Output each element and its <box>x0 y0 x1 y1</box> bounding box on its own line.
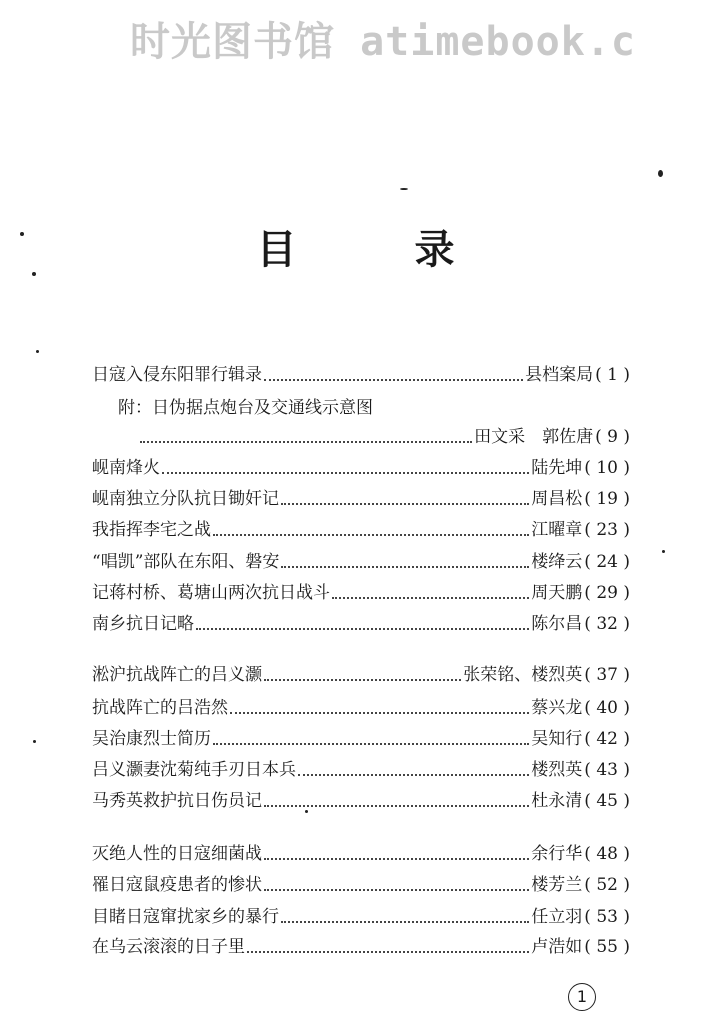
entry-title: 吴治康烈士简历 <box>92 729 211 749</box>
entry-page: ( 9 ) <box>595 427 630 447</box>
entry-title: “唱凯”部队在东阳、磐安 <box>92 552 280 572</box>
entry-title: 抗战阵亡的吕浩然 <box>92 698 228 718</box>
scan-speck <box>400 188 408 190</box>
entry-author: 周天鹏 <box>531 583 583 603</box>
dot-leader <box>213 533 529 536</box>
entry-title: 岘南独立分队抗日锄奸记 <box>92 489 279 509</box>
entry-title: 记蒋村桥、葛塘山两次抗日战斗 <box>92 583 330 603</box>
scan-speck <box>32 272 36 276</box>
scan-speck <box>658 170 663 177</box>
entry-page: ( 52 ) <box>584 875 630 895</box>
entry-author: 县档案局 <box>525 365 594 385</box>
entry-author: 陈尔昌 <box>531 614 583 634</box>
toc-entry[interactable] <box>92 549 630 575</box>
entry-page: ( 45 ) <box>584 791 630 811</box>
entry-author: 蔡兴龙 <box>531 698 583 718</box>
toc-entry[interactable] <box>92 580 630 606</box>
entry-page: ( 23 ) <box>584 520 630 540</box>
entry-title: 淞沪抗战阵亡的吕义灏 <box>92 665 262 685</box>
entry-title: 我指挥李宅之战 <box>92 520 211 540</box>
toc-entry[interactable] <box>92 362 630 388</box>
toc-entry[interactable] <box>92 486 630 512</box>
entry-author: 余行华 <box>531 844 583 864</box>
dot-leader <box>264 678 461 681</box>
entry-title: 附：日伪据点炮台及交通线示意图 <box>118 398 373 418</box>
entry-author: 张荣铭、楼烈英 <box>463 665 583 685</box>
entry-page: ( 10 ) <box>584 458 630 478</box>
entry-author: 杜永清 <box>531 791 583 811</box>
toc-entry[interactable] <box>92 455 630 481</box>
entry-page: ( 48 ) <box>584 844 630 864</box>
entry-author: 楼绛云 <box>531 552 583 572</box>
entry-title: 马秀英救护抗日伤员记 <box>92 791 262 811</box>
scan-speck <box>305 810 308 813</box>
toc-entry[interactable] <box>92 611 630 637</box>
dot-leader <box>281 502 529 505</box>
toc-entry[interactable] <box>92 695 630 721</box>
toc-entry[interactable] <box>92 841 630 867</box>
toc-entry[interactable] <box>92 662 630 688</box>
entry-author: 吴知行 <box>531 729 583 749</box>
entry-title: 在乌云滚滚的日子里 <box>92 937 245 957</box>
dot-leader <box>332 596 529 599</box>
toc-entry[interactable] <box>92 934 630 960</box>
dot-leader <box>140 440 472 443</box>
entry-page: ( 1 ) <box>595 365 630 385</box>
entry-author: 陆先坤 <box>531 458 583 478</box>
dot-leader <box>162 471 529 474</box>
toc-entry[interactable] <box>92 872 630 898</box>
entry-title: 日寇入侵东阳罪行辑录 <box>92 365 262 385</box>
toc-entry[interactable] <box>92 726 630 752</box>
entry-page: ( 42 ) <box>584 729 630 749</box>
dot-leader <box>298 773 529 776</box>
entry-title: 目睹日寇窜扰家乡的暴行 <box>92 907 279 927</box>
entry-title: 岘南烽火 <box>92 458 160 478</box>
toc-entry[interactable] <box>92 517 630 543</box>
entry-author: 卢浩如 <box>531 937 583 957</box>
dot-leader <box>281 920 529 923</box>
dot-leader <box>281 565 529 568</box>
entry-title: 吕义灏妻沈菊纯手刃日本兵 <box>92 760 296 780</box>
entry-author: 楼烈英 <box>531 760 583 780</box>
entry-page: ( 37 ) <box>584 665 630 685</box>
dot-leader <box>264 804 529 807</box>
entry-page: ( 43 ) <box>584 760 630 780</box>
entry-page: ( 24 ) <box>584 552 630 572</box>
dot-leader <box>230 711 529 714</box>
page-number: 1 <box>568 983 596 1011</box>
entry-page: ( 32 ) <box>584 614 630 634</box>
watermark: 时光图书馆 atimebook.c <box>130 19 636 65</box>
scan-speck <box>36 350 39 353</box>
entry-page: ( 55 ) <box>584 937 630 957</box>
entry-title: 南乡抗日记略 <box>92 614 194 634</box>
entry-page: ( 53 ) <box>584 907 630 927</box>
toc-entry[interactable] <box>138 424 630 450</box>
toc-entry[interactable] <box>118 395 630 421</box>
entry-page: ( 19 ) <box>584 489 630 509</box>
entry-author: 任立羽 <box>531 907 583 927</box>
dot-leader <box>264 378 523 381</box>
entry-author: 楼芳兰 <box>531 875 583 895</box>
entry-author: 田文采 郭佐唐 <box>474 427 594 447</box>
dot-leader <box>213 742 529 745</box>
entry-author: 江曜章 <box>531 520 583 540</box>
scan-speck <box>33 740 36 743</box>
entry-title: 罹日寇鼠疫患者的惨状 <box>92 875 262 895</box>
toc-entry[interactable] <box>92 904 630 930</box>
scan-speck <box>662 550 665 553</box>
entry-title: 灭绝人性的日寇细菌战 <box>92 844 262 864</box>
dot-leader <box>264 888 529 891</box>
scan-speck <box>20 232 24 236</box>
entry-author: 周昌松 <box>531 489 583 509</box>
dot-leader <box>247 950 529 953</box>
entry-page: ( 29 ) <box>584 583 630 603</box>
toc-entry[interactable] <box>92 788 630 814</box>
dot-leader <box>196 627 529 630</box>
entry-page: ( 40 ) <box>584 698 630 718</box>
page-title: 目录 <box>256 227 573 273</box>
toc-entry[interactable] <box>92 757 630 783</box>
dot-leader <box>264 857 529 860</box>
